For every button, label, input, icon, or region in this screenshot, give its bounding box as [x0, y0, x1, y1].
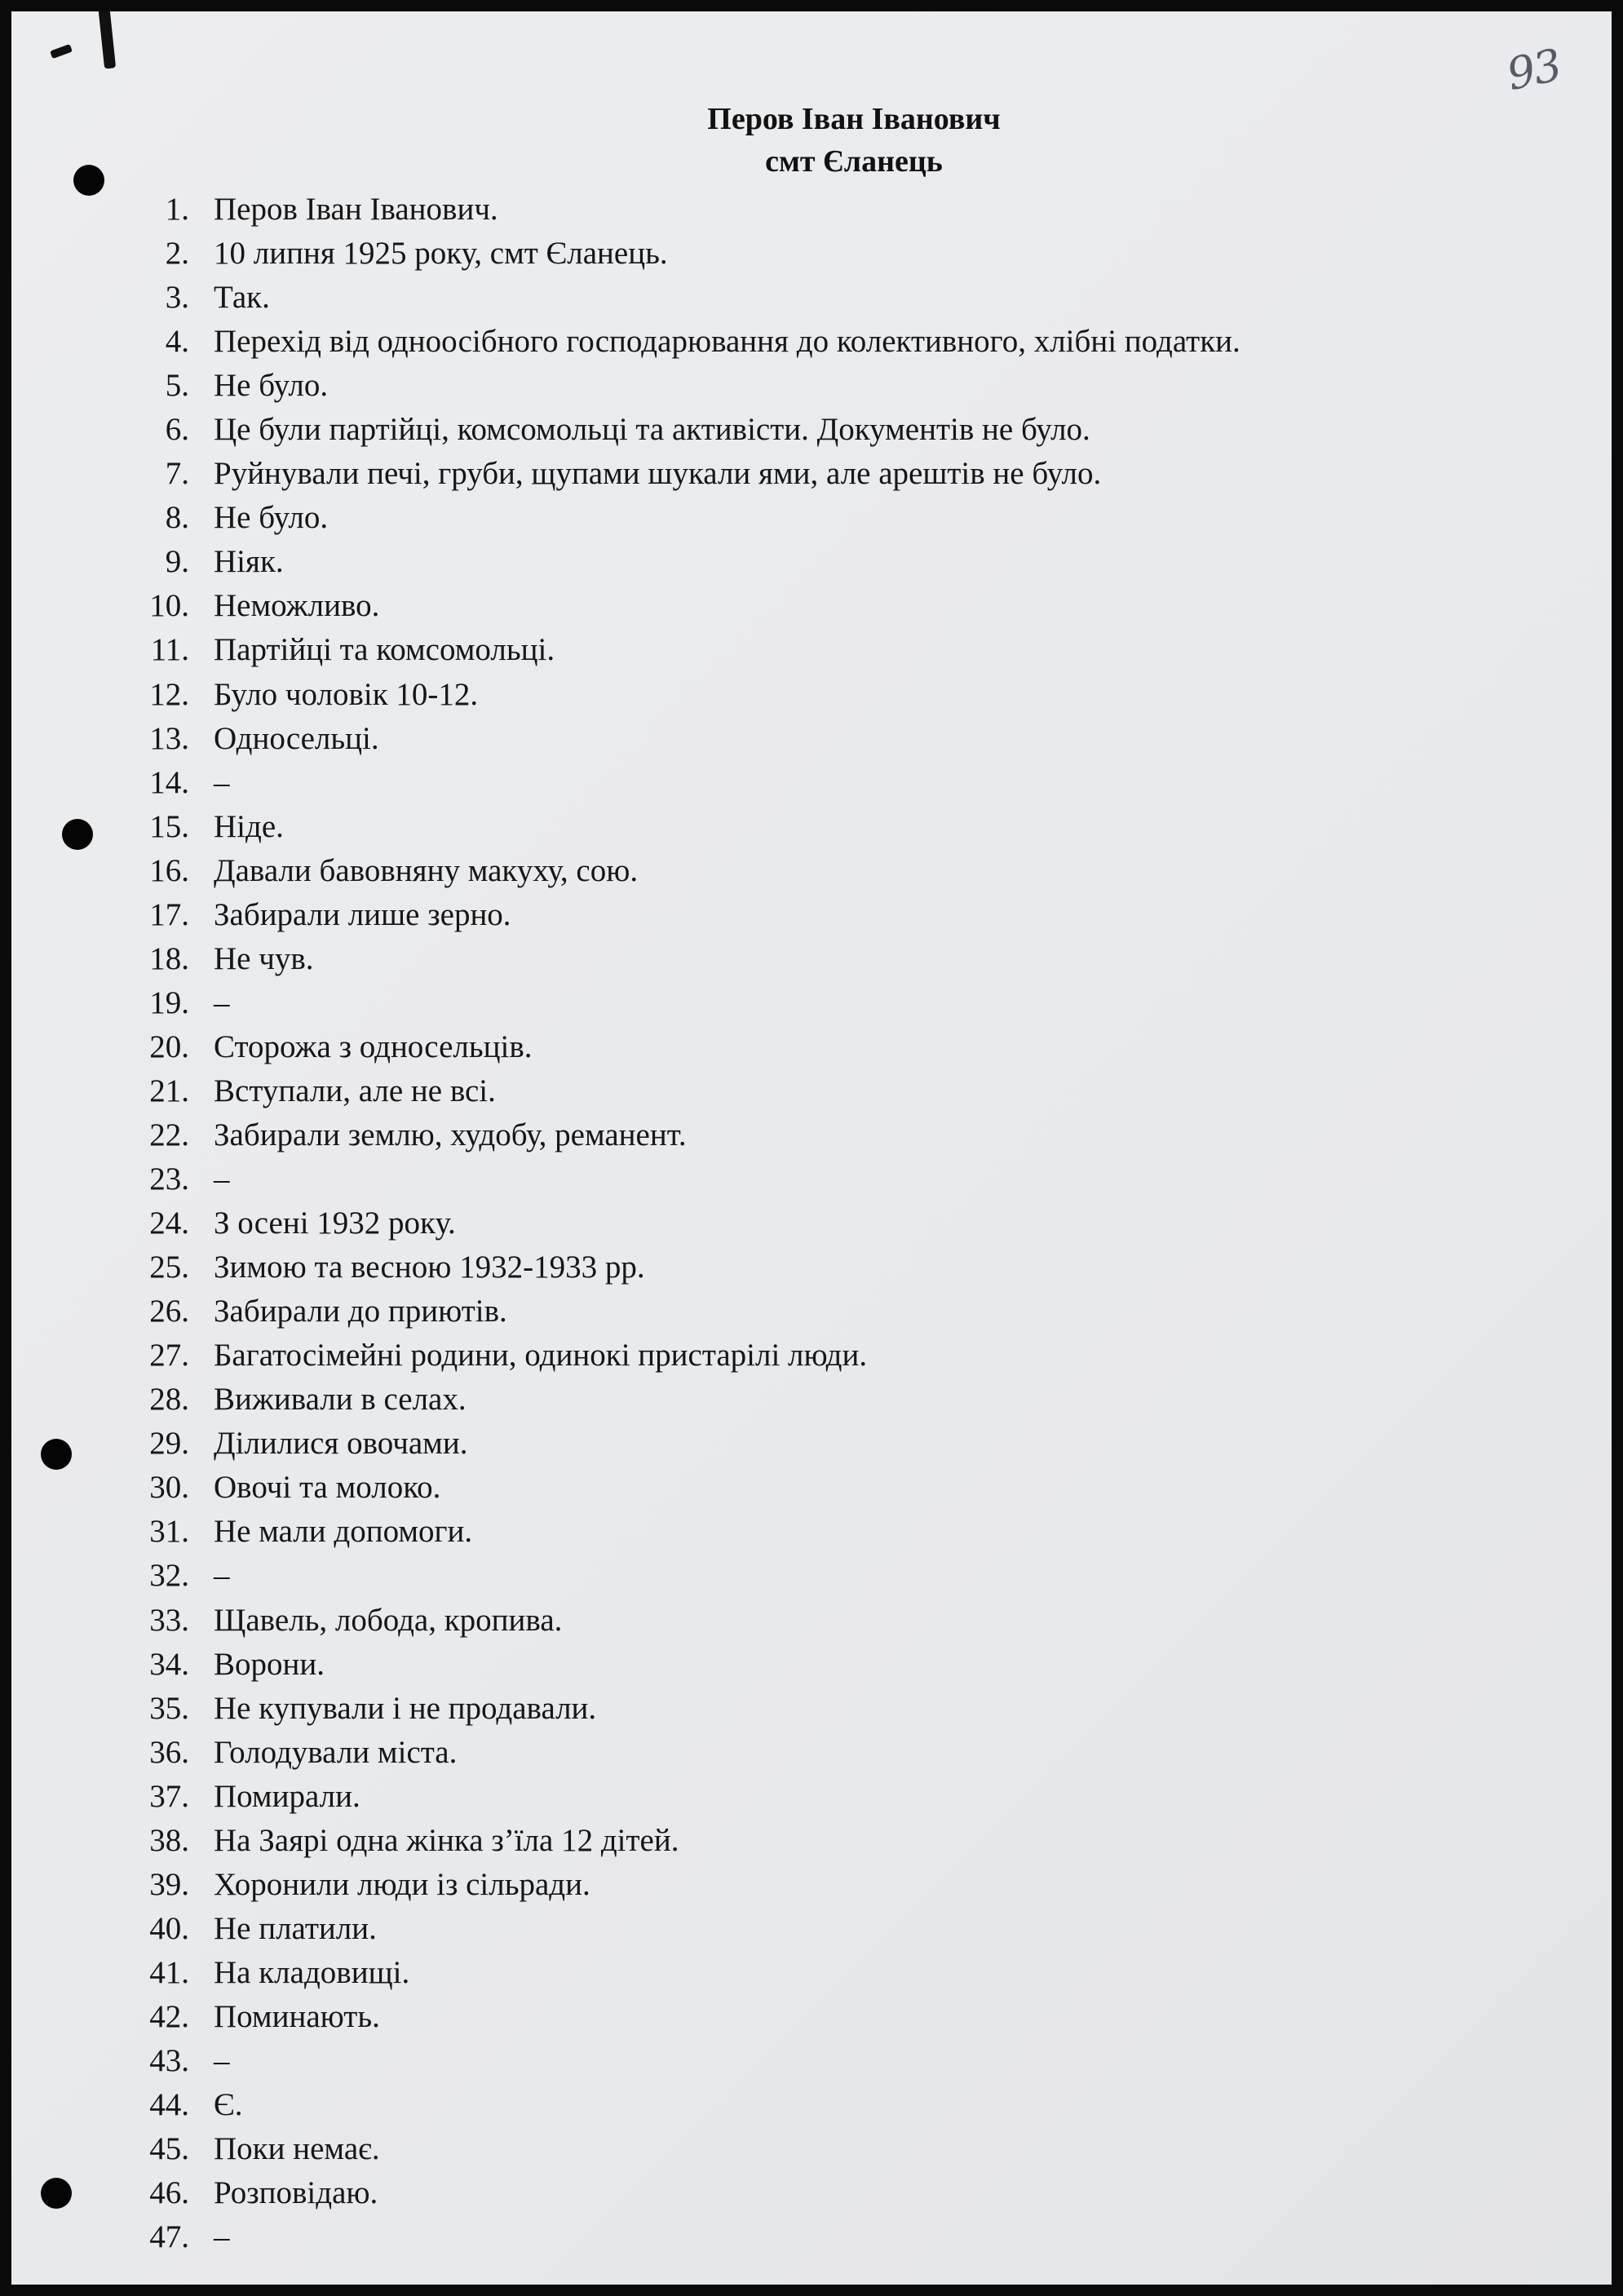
corner-ink-mark	[98, 11, 116, 69]
answer-number: 4.	[165, 324, 189, 360]
answer-text: Не платили.	[214, 1910, 377, 1946]
answer-text: Поки немає.	[214, 2131, 380, 2167]
answer-text: Ніяк.	[214, 544, 284, 580]
answer-number: 40.	[149, 1910, 189, 1946]
answer-number: 47.	[149, 2219, 189, 2255]
answer-number: 29.	[149, 1426, 189, 1462]
answer-number: 17.	[149, 896, 189, 932]
answer-number: 12.	[149, 676, 189, 712]
answer-text: –	[214, 764, 230, 800]
answer-text: Було чоловік 10-12.	[214, 676, 479, 712]
answer-number: 6.	[165, 412, 189, 448]
answer-number: 38.	[149, 1822, 189, 1858]
document-page	[11, 11, 1612, 2285]
answer-number: 26.	[149, 1294, 189, 1329]
answer-number: 5.	[165, 368, 189, 404]
answer-number: 37.	[149, 1778, 189, 1814]
answer-number: 25.	[149, 1250, 189, 1285]
answer-number: 10.	[149, 588, 189, 624]
answer-text: Не чув.	[214, 940, 314, 976]
punch-hole-icon	[41, 2178, 72, 2209]
answer-text: 10 липня 1925 року, смт Єланець.	[214, 236, 668, 272]
answer-number: 28.	[149, 1382, 189, 1418]
handwritten-page-number: 93	[1502, 38, 1565, 101]
answer-text: На кладовищі.	[214, 1954, 410, 1990]
document-subtitle: смт Єланець	[765, 144, 943, 179]
answer-text: Руйнували печі, груби, щупами шукали ями, але арештів не було.	[214, 456, 1102, 492]
answer-number: 24.	[149, 1206, 189, 1241]
answer-number: 19.	[149, 984, 189, 1020]
answer-number: 2.	[165, 236, 189, 272]
answer-number: 30.	[149, 1470, 189, 1506]
answer-text: Голодували міста.	[214, 1734, 458, 1770]
answer-number: 41.	[149, 1954, 189, 1990]
answer-number: 20.	[149, 1029, 189, 1064]
answer-text: Не мали допомоги.	[214, 1514, 473, 1550]
answer-text: Забирали землю, худобу, реманент.	[214, 1117, 687, 1152]
answer-number: 34.	[149, 1646, 189, 1682]
answer-number: 3.	[165, 280, 189, 316]
answer-number: 46.	[149, 2175, 189, 2211]
answer-text: Поминають.	[214, 1998, 380, 2034]
answer-text: Хоронили люди із сільради.	[214, 1866, 590, 1902]
answer-text: –	[214, 1558, 230, 1594]
answer-number: 33.	[149, 1602, 189, 1638]
answer-text: Не купували і не продавали.	[214, 1690, 597, 1726]
answer-text: Виживали в селах.	[214, 1382, 467, 1418]
answer-number: 9.	[165, 544, 189, 580]
answer-text: Не було.	[214, 368, 329, 404]
answer-text: –	[214, 984, 230, 1020]
answer-number: 21.	[149, 1073, 189, 1108]
answer-number: 14.	[149, 764, 189, 800]
answer-text: Перов Іван Іванович.	[214, 192, 498, 227]
answer-number: 35.	[149, 1690, 189, 1726]
answer-number: 31.	[149, 1514, 189, 1550]
answer-text: Забирали лише зерно.	[214, 896, 511, 932]
answer-text: Ділилися овочами.	[214, 1426, 468, 1462]
answer-text: Забирали до приютів.	[214, 1294, 507, 1329]
answer-text: –	[214, 2042, 230, 2078]
answer-number: 11.	[150, 632, 189, 668]
corner-ink-dash	[50, 44, 73, 59]
answer-text: Односельці.	[214, 720, 379, 756]
answer-number: 8.	[165, 500, 189, 536]
answer-number: 1.	[165, 192, 189, 227]
answer-text: Сторожа з односельців.	[214, 1029, 533, 1064]
answer-text: Давали бавовняну макуху, сою.	[214, 852, 639, 888]
answer-text: –	[214, 1161, 230, 1197]
punch-hole-icon	[41, 1439, 72, 1470]
answer-text: Так.	[214, 280, 270, 316]
answer-number: 16.	[149, 852, 189, 888]
answer-number: 44.	[149, 2087, 189, 2123]
answer-text: Ніде.	[214, 808, 284, 844]
answer-text: Партійці та комсомольці.	[214, 632, 555, 668]
answer-text: Багатосімейні родини, одинокі пристарілі люди.	[214, 1338, 868, 1374]
answer-number: 15.	[149, 808, 189, 844]
answer-text: Вступали, але не всі.	[214, 1073, 496, 1108]
answer-text: Не було.	[214, 500, 329, 536]
answer-text: Це були партійці, комсомольці та активісти. Документів не було.	[214, 412, 1090, 448]
answer-text: Перехід від одноосібного господарювання до колективного, хлібні податки.	[214, 324, 1240, 360]
answer-text: Зимою та весною 1932-1933 рр.	[214, 1250, 645, 1285]
answer-number: 43.	[149, 2042, 189, 2078]
answer-number: 27.	[149, 1338, 189, 1374]
answer-text: На Заярі одна жінка з’їла 12 дітей.	[214, 1822, 679, 1858]
answer-text: Розповідаю.	[214, 2175, 378, 2211]
answer-text: Неможливо.	[214, 588, 380, 624]
answer-text: З осені 1932 року.	[214, 1206, 456, 1241]
answer-text: –	[214, 2219, 230, 2255]
answer-number: 22.	[149, 1117, 189, 1152]
answer-text: Помирали.	[214, 1778, 360, 1814]
answer-number: 39.	[149, 1866, 189, 1902]
answer-number: 23.	[149, 1161, 189, 1197]
answer-number: 45.	[149, 2131, 189, 2167]
answer-number: 42.	[149, 1998, 189, 2034]
answer-number: 32.	[149, 1558, 189, 1594]
answer-text: Є.	[214, 2087, 243, 2123]
answer-number: 18.	[149, 940, 189, 976]
answer-number: 36.	[149, 1734, 189, 1770]
punch-hole-icon	[62, 819, 93, 850]
answer-number: 13.	[149, 720, 189, 756]
answer-text: Овочі та молоко.	[214, 1470, 441, 1506]
answer-text: Ворони.	[214, 1646, 325, 1682]
document-title: Перов Іван Іванович	[707, 102, 1001, 136]
answer-text: Щавель, лобода, кропива.	[214, 1602, 563, 1638]
answer-number: 7.	[165, 456, 189, 492]
